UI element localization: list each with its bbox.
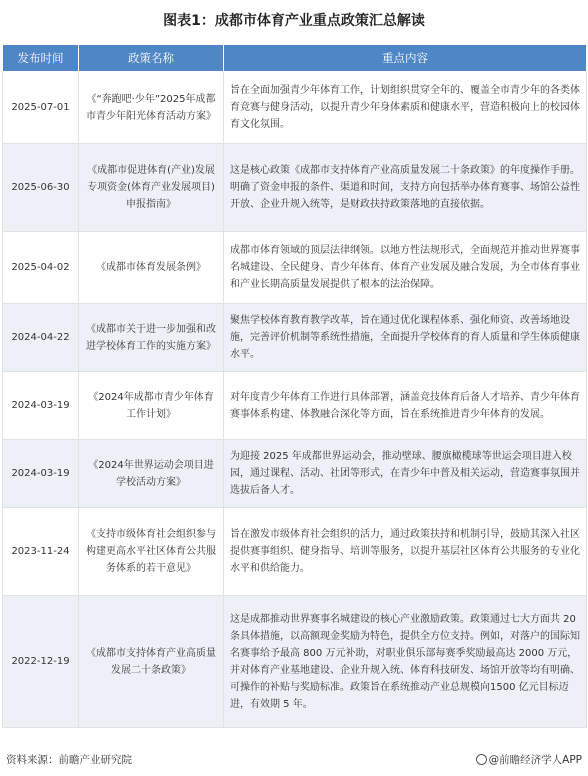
- row-content: 这是成都推动世界赛事名城建设的核心产业激励政策。政策通过七大方面共 20 条具体措施，以高额现金奖励为特色，提供全方位支持。例如，对落户的国际知名赛事给予最高 800 万元补助，对职业俱乐部每赛季奖励最高达 2000 万元，并对体育产业基地建设、企业升规入统、体育科技研发、场馆开放等均有明确、可操作的补贴与奖励标准。政策旨在系统推动产业总规模向1500 亿元目标迈进，有效期 5 年。: [224, 596, 587, 728]
- footer: [0, 750, 588, 770]
- brand-text: @前瞻经济学人APP: [488, 754, 582, 766]
- row-content: 这是核心政策《成都市支持体育产业高质量发展二十条政策》的年度操作手册。明确了资金申报的条件、渠道和时间，支持方向包括举办体育赛事、场馆公益性开放、企业升规入统等，是财政扶持政策落地的直接依据。: [224, 144, 587, 232]
- row-policy-name: 《“奔跑吧·少年”2025年成都市青少年阳光体育活动方案》: [79, 72, 224, 144]
- row-date: 2025-06-30: [3, 144, 79, 232]
- row-policy-name: 《成都市体育发展条例》: [79, 232, 224, 304]
- table-row: [3, 72, 587, 144]
- table-row: [3, 596, 587, 728]
- row-content: 聚焦学校体育教育教学改革，旨在通过优化课程体系、强化师资、改善场地设施，完善评价机制等系统性措施，全面提升学校体育的育人质量和学生体质健康水平。: [224, 304, 587, 372]
- row-policy-name: 《成都市促进体育(产业)发展专项资金(体育产业发展项目)申报指南》: [79, 144, 224, 232]
- source-note: 资料来源：前瞻产业研究院: [6, 754, 132, 766]
- row-policy-name: 《2024年成都市青少年体育工作计划》: [79, 372, 224, 440]
- row-date: 2025-07-01: [3, 72, 79, 144]
- table-header-row: [3, 45, 587, 72]
- row-content: 成都市体育领域的顶层法律纲领。以地方性法规形式，全面规范并推动世界赛事名城建设、全民健身、青少年体育、体育产业发展及融合发展，为全市体育事业和产业长期高质量发展提供了根本的法治保障。: [224, 232, 587, 304]
- row-date: 2023-11-24: [3, 508, 79, 596]
- row-date: 2025-04-02: [3, 232, 79, 304]
- header-policy-name: 政策名称: [79, 45, 224, 72]
- row-date: 2024-04-22: [3, 304, 79, 372]
- row-policy-name: 《支持市级体育社会组织参与构建更高水平社区体育公共服务体系的若干意见》: [79, 508, 224, 596]
- row-content: 旨在全面加强青少年体育工作，计划组织贯穿全年的、覆盖全市青少年的各类体育竞赛与健身活动，以提升青少年身体素质和健康水平，营造积极向上的校园体育文化氛围。: [224, 72, 587, 144]
- row-content: 对年度青少年体育工作进行具体部署，涵盖竞技体育后备人才培养、青少年体育赛事体系构建、体教融合深化等方面，旨在系统推进青少年体育的发展。: [224, 372, 587, 440]
- table-row: [3, 232, 587, 304]
- table-row: [3, 440, 587, 508]
- row-date: 2024-03-19: [3, 440, 79, 508]
- row-content: 为迎接 2025 年成都世界运动会，推动壁球、腰旗橄榄球等世运会项目进入校园，通过课程、活动、社团等形式，在青少年中普及相关运动，营造赛事氛围并选拔后备人才。: [224, 440, 587, 508]
- row-policy-name: 《2024年世界运动会项目进学校活动方案》: [79, 440, 224, 508]
- header-key-content: 重点内容: [224, 45, 587, 72]
- row-policy-name: 《成都市关于进一步加强和改进学校体育工作的实施方案》: [79, 304, 224, 372]
- header-date: 发布时间: [3, 45, 79, 72]
- table-row: [3, 144, 587, 232]
- row-date: 2022-12-19: [3, 596, 79, 728]
- policy-table: [2, 44, 587, 728]
- brand-label: [476, 752, 582, 767]
- row-content: 旨在激发市级体育社会组织的活力，通过政策扶持和机制引导，鼓励其深入社区提供赛事组织、健身指导、培训等服务，以提升基层社区体育公共服务的专业化水平和供给能力。: [224, 508, 587, 596]
- table-row: [3, 372, 587, 440]
- chart-title: 图表1：成都市体育产业重点政策汇总解读: [163, 13, 425, 29]
- row-policy-name: 《成都市支持体育产业高质量发展二十条政策》: [79, 596, 224, 728]
- row-date: 2024-03-19: [3, 372, 79, 440]
- table-row: [3, 508, 587, 596]
- table-row: [3, 304, 587, 372]
- brand-logo-icon: [476, 754, 487, 765]
